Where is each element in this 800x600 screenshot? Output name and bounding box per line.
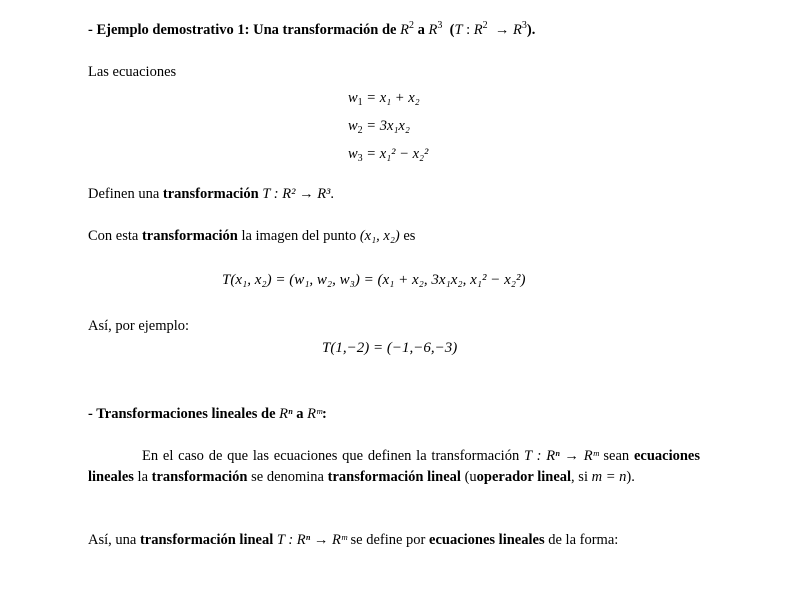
define-line: Definen una transformación T : R² → R³. xyxy=(88,186,335,202)
equation-2-rhs: = 3x₁x₂ xyxy=(366,118,410,134)
heading-r2-exp: 2 xyxy=(408,20,414,31)
heading-example-1-prefix: - Ejemplo demostrativo 1: Una transformación de xyxy=(88,22,397,38)
paragraph-linear-definition: En el caso de que las ecuaciones que definen la transformación T : Rⁿ → Rᵐ sean ecuaciones lineales la transformación se denomina transformación lineal (uoperador lineal, si m = n). xyxy=(88,448,701,485)
heading-connector: a xyxy=(417,22,425,38)
equation-system xyxy=(348,84,428,168)
heading-r2-base: R xyxy=(400,22,409,38)
heading-r3-exp: 3 xyxy=(437,20,443,31)
equation-1-rhs: = x₁ + x₂ xyxy=(366,90,420,106)
heading-example-1: - Ejemplo demostrativo 1: Una transformación de $R^2$ a $R^3$ (T : $R^2 \to R^3$). xyxy=(88,20,536,38)
heading-close: ). xyxy=(526,22,536,38)
image-line: Con esta transformación la imagen del punto (x₁, x₂) es xyxy=(88,228,416,244)
define-formula: T : R² → R³ xyxy=(262,186,331,202)
heading-map-colon: : xyxy=(462,22,474,38)
example-formula: T(1,−2) = (−1,−6,−3) xyxy=(322,340,458,356)
example-label: Así, por ejemplo: xyxy=(88,318,190,334)
heading-map-exp2: 2 xyxy=(482,20,488,31)
heading-linear-transformations: - Transformaciones lineales de Rⁿ a Rᵐ: xyxy=(88,406,327,422)
equation-line-3: $w_3 = x_1^2 - x_2^2$ xyxy=(348,146,429,164)
arrow-icon: → xyxy=(491,22,514,38)
equation-3-rhs: = x₁² − x₂² xyxy=(366,146,429,162)
heading-map-R3: R xyxy=(513,22,522,38)
transformation-equation: T(x₁, x₂) = (w₁, w₂, w₃) = (x₁ + x₂, 3x₁x₂, x₁² − x₂²) xyxy=(222,272,526,288)
equation-line-1: $w_1 = x_1 + x_2$ xyxy=(348,90,420,108)
equation-line-2: $w_2 = 3x_1x_2$ xyxy=(348,118,410,136)
intro-text: Las ecuaciones xyxy=(88,64,177,80)
heading-map-R2: R xyxy=(473,22,483,38)
heading-r3-base: R xyxy=(428,22,438,38)
point-formula: (x₁, x₂) xyxy=(359,228,400,244)
paragraph-linear-form: Así, una transformación lineal T : Rⁿ → Rᵐ se define por ecuaciones lineales de la forma: xyxy=(88,532,619,548)
heading-map-exp3: 3 xyxy=(521,20,527,31)
heading-map-T: T xyxy=(454,22,463,38)
